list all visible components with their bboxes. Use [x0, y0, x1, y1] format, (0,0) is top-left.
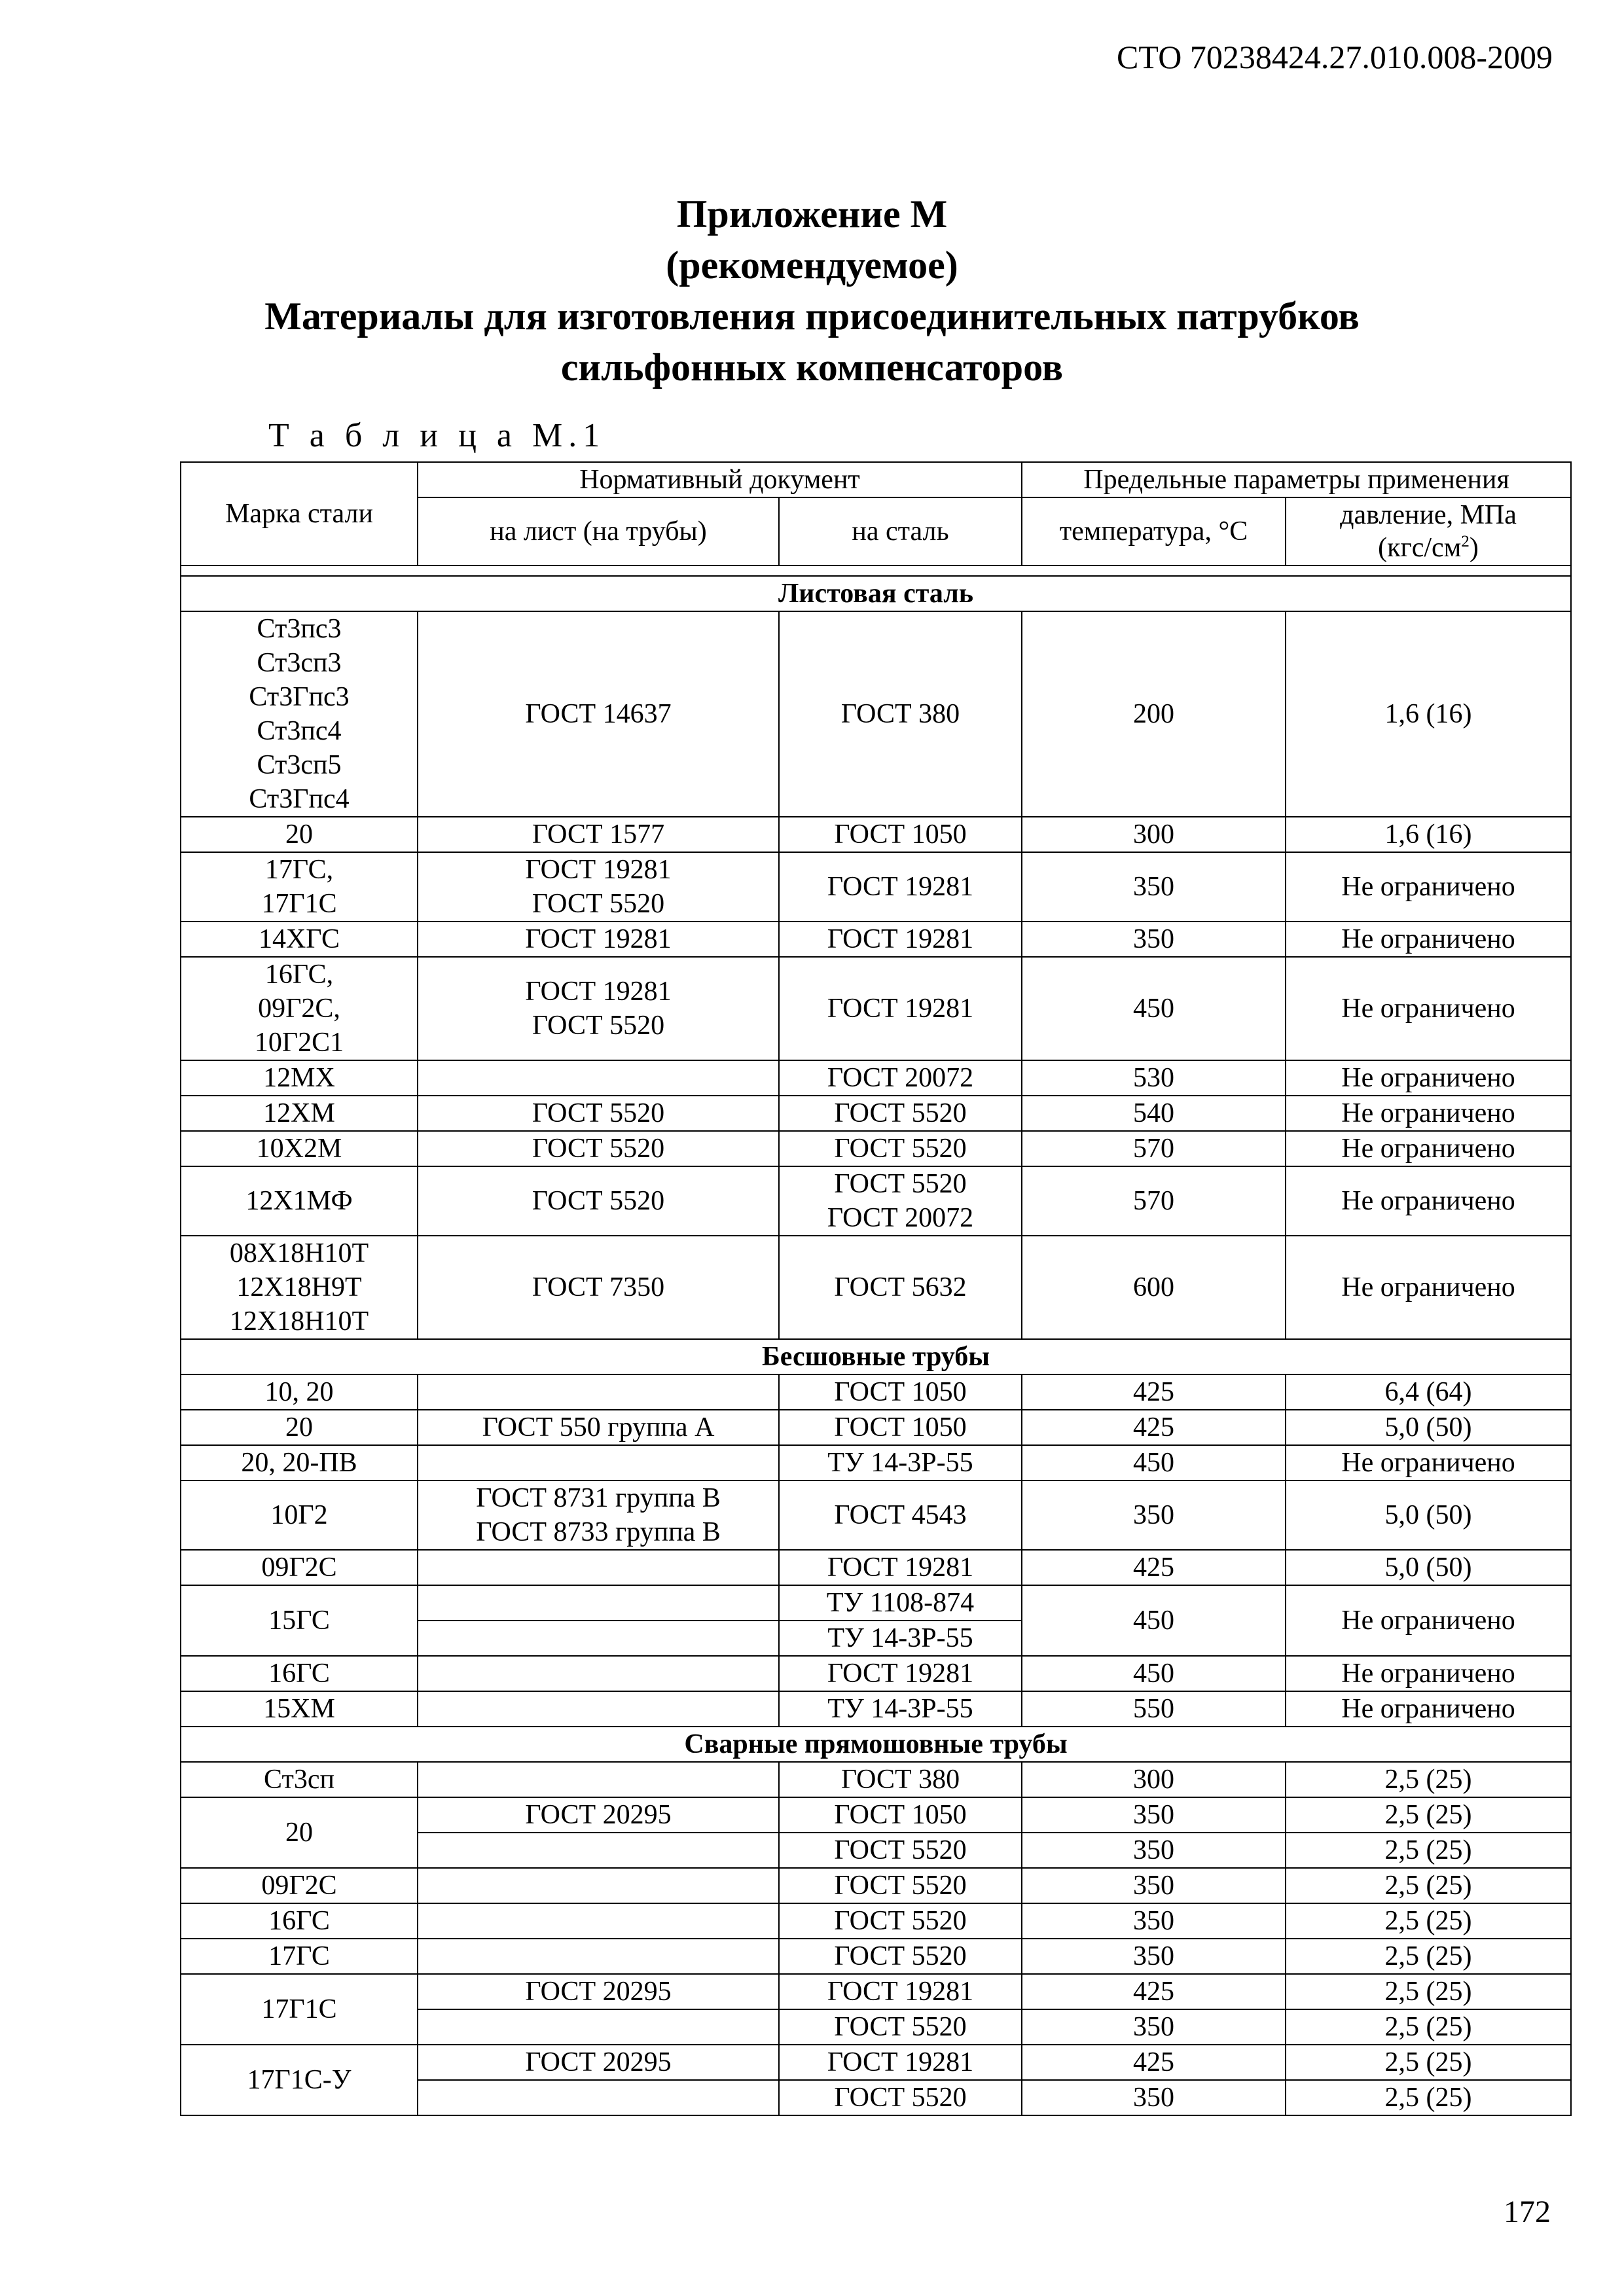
grade-cell: 12МХ	[181, 1060, 418, 1096]
pressure-cell: 2,5 (25)	[1286, 1762, 1571, 1797]
grade-cell: 17ГС, 17Г1С	[181, 852, 418, 922]
table-label: Т а б л и ц а М.1	[268, 417, 606, 454]
steel-doc-cell: ГОСТ 5520	[779, 1833, 1022, 1868]
pressure-cell: Не ограничено	[1286, 1656, 1571, 1691]
temperature-cell: 570	[1022, 1166, 1286, 1236]
sheet-doc-cell	[418, 1445, 779, 1480]
sheet-doc-cell: ГОСТ 14637	[418, 611, 779, 817]
temperature-cell: 570	[1022, 1131, 1286, 1166]
sheet-doc-cell	[418, 1903, 779, 1939]
grade-cell: 09Г2С	[181, 1550, 418, 1585]
grade-cell: 08Х18Н10Т 12Х18Н9Т 12Х18Н10Т	[181, 1236, 418, 1339]
steel-doc-cell: ГОСТ 19281	[779, 852, 1022, 922]
table-row	[181, 1868, 1571, 1903]
grade-cell: 15ХМ	[181, 1691, 418, 1727]
table-row	[181, 922, 1571, 957]
grade-cell: 10, 20	[181, 1374, 418, 1410]
steel-doc-cell: ГОСТ 19281	[779, 957, 1022, 1060]
pressure-cell: 6,4 (64)	[1286, 1374, 1571, 1410]
header-steel: на сталь	[779, 497, 1022, 565]
grade-cell: 17ГС	[181, 1939, 418, 1974]
grade-cell: 09Г2С	[181, 1868, 418, 1903]
header-sheet: на лист (на трубы)	[418, 497, 779, 565]
sheet-doc-cell	[418, 1762, 779, 1797]
pressure-cell: 2,5 (25)	[1286, 2080, 1571, 2115]
steel-doc-cell: ГОСТ 1050	[779, 1410, 1022, 1445]
grade-cell: 17Г1С-У	[181, 2045, 418, 2115]
section-row	[181, 1339, 1571, 1374]
steel-doc-cell: ТУ 1108-874	[779, 1585, 1022, 1621]
temperature-cell: 350	[1022, 1833, 1286, 1868]
pressure-cell: Не ограничено	[1286, 1131, 1571, 1166]
temperature-cell: 350	[1022, 922, 1286, 957]
sheet-doc-cell: ГОСТ 19281 ГОСТ 5520	[418, 957, 779, 1060]
temperature-cell: 540	[1022, 1096, 1286, 1131]
steel-doc-cell: ГОСТ 1050	[779, 817, 1022, 852]
pressure-cell: Не ограничено	[1286, 1166, 1571, 1236]
steel-doc-cell: ГОСТ 19281	[779, 922, 1022, 957]
temperature-cell: 350	[1022, 2080, 1286, 2115]
steel-doc-cell: ГОСТ 5632	[779, 1236, 1022, 1339]
table-row	[181, 852, 1571, 922]
pressure-cell: 2,5 (25)	[1286, 1797, 1571, 1833]
sheet-doc-cell	[418, 2080, 779, 2115]
pressure-cell: 5,0 (50)	[1286, 1550, 1571, 1585]
grade-cell: 16ГС	[181, 1903, 418, 1939]
table-row	[181, 1410, 1571, 1445]
sheet-doc-cell	[418, 2009, 779, 2045]
page-number: 172	[1504, 2195, 1551, 2229]
pressure-cell: 2,5 (25)	[1286, 1868, 1571, 1903]
sheet-doc-cell: ГОСТ 5520	[418, 1096, 779, 1131]
table-row	[181, 1903, 1571, 1939]
appendix-subject-line2: сильфонных компенсаторов	[560, 346, 1064, 389]
header-pressure	[1286, 497, 1571, 565]
sheet-doc-cell	[418, 1550, 779, 1585]
header-pressure-line1: давление, МПа	[1340, 500, 1517, 530]
table-row	[181, 1480, 1571, 1550]
grade-cell: 10Х2М	[181, 1131, 418, 1166]
temperature-cell: 600	[1022, 1236, 1286, 1339]
sheet-doc-cell	[418, 1374, 779, 1410]
temperature-cell: 450	[1022, 1585, 1286, 1656]
sheet-doc-cell	[418, 1621, 779, 1656]
grade-cell: 12ХМ	[181, 1096, 418, 1131]
steel-doc-cell: ГОСТ 19281	[779, 2045, 1022, 2080]
sheet-doc-cell: ГОСТ 20295	[418, 2045, 779, 2080]
sheet-doc-cell	[418, 1656, 779, 1691]
temperature-cell: 350	[1022, 1903, 1286, 1939]
sheet-doc-cell: ГОСТ 5520	[418, 1166, 779, 1236]
table-row	[181, 1939, 1571, 1974]
temperature-cell: 350	[1022, 2009, 1286, 2045]
table-row	[181, 1374, 1571, 1410]
table-row	[181, 1691, 1571, 1727]
sheet-doc-cell	[418, 1868, 779, 1903]
table-row	[181, 817, 1571, 852]
grade-cell: 20	[181, 1410, 418, 1445]
steel-doc-cell: ГОСТ 1050	[779, 1797, 1022, 1833]
sheet-doc-cell: ГОСТ 5520	[418, 1131, 779, 1166]
table-row	[181, 1166, 1571, 1236]
section-sheet-steel: Листовая сталь	[181, 576, 1571, 611]
grade-cell: 12Х1МФ	[181, 1166, 418, 1236]
pressure-cell: 2,5 (25)	[1286, 1939, 1571, 1974]
temperature-cell: 300	[1022, 817, 1286, 852]
table-row	[181, 2045, 1571, 2080]
pressure-cell: 1,6 (16)	[1286, 817, 1571, 852]
steel-doc-cell: ГОСТ 20072	[779, 1060, 1022, 1096]
pressure-cell: Не ограничено	[1286, 1691, 1571, 1727]
steel-doc-cell: ГОСТ 1050	[779, 1374, 1022, 1410]
table-row	[181, 1060, 1571, 1096]
section-welded-pipes: Сварные прямошовные трубы	[181, 1727, 1571, 1762]
steel-doc-cell: ГОСТ 4543	[779, 1480, 1022, 1550]
temperature-cell: 350	[1022, 1480, 1286, 1550]
grade-cell: 16ГС, 09Г2С, 10Г2С1	[181, 957, 418, 1060]
temperature-cell: 350	[1022, 1797, 1286, 1833]
table-row	[181, 1550, 1571, 1585]
steel-doc-cell: ТУ 14-3Р-55	[779, 1621, 1022, 1656]
sheet-doc-cell: ГОСТ 19281 ГОСТ 5520	[418, 852, 779, 922]
steel-doc-cell: ГОСТ 5520	[779, 1131, 1022, 1166]
temperature-cell: 425	[1022, 1974, 1286, 2009]
temperature-cell: 425	[1022, 2045, 1286, 2080]
pressure-cell: 2,5 (25)	[1286, 2045, 1571, 2080]
grade-cell: 10Г2	[181, 1480, 418, 1550]
sheet-doc-cell	[418, 1585, 779, 1621]
sheet-doc-cell: ГОСТ 1577	[418, 817, 779, 852]
pressure-cell: Не ограничено	[1286, 1236, 1571, 1339]
document-code: СТО 70238424.27.010.008-2009	[1117, 39, 1553, 75]
header-grade: Марка стали	[181, 462, 418, 565]
steel-doc-cell: ГОСТ 19281	[779, 1974, 1022, 2009]
header-limits: Предельные параметры применения	[1022, 462, 1571, 497]
steel-doc-cell: ГОСТ 19281	[779, 1656, 1022, 1691]
grade-cell: Ст3пс3 Ст3сп3 Ст3Гпс3 Ст3пс4 Ст3сп5 Ст3Гпс4	[181, 611, 418, 817]
steel-doc-cell: ГОСТ 5520 ГОСТ 20072	[779, 1166, 1022, 1236]
sheet-doc-cell: ГОСТ 8731 группа В ГОСТ 8733 группа В	[418, 1480, 779, 1550]
appendix-title: Приложение М	[676, 192, 948, 236]
section-row	[181, 576, 1571, 611]
steel-doc-cell: ГОСТ 5520	[779, 1903, 1022, 1939]
temperature-cell: 550	[1022, 1691, 1286, 1727]
header-separator	[181, 565, 1571, 576]
sheet-doc-cell: ГОСТ 7350	[418, 1236, 779, 1339]
sheet-doc-cell: ГОСТ 19281	[418, 922, 779, 957]
sheet-doc-cell: ГОСТ 550 группа А	[418, 1410, 779, 1445]
table-row	[181, 1445, 1571, 1480]
table-row	[181, 1585, 1571, 1621]
header-pressure-line2: $(кгс/см^2)$	[1378, 533, 1479, 563]
grade-cell: 15ГС	[181, 1585, 418, 1656]
sheet-doc-cell	[418, 1060, 779, 1096]
pressure-cell: Не ограничено	[1286, 1585, 1571, 1656]
table-row	[181, 1797, 1571, 1833]
temperature-cell: 425	[1022, 1410, 1286, 1445]
steel-doc-cell: ГОСТ 19281	[779, 1550, 1022, 1585]
sheet-doc-cell: ГОСТ 20295	[418, 1797, 779, 1833]
steel-doc-cell: ТУ 14-3Р-55	[779, 1691, 1022, 1727]
table-row	[181, 1096, 1571, 1131]
grade-cell: 14ХГС	[181, 922, 418, 957]
pressure-cell: Не ограничено	[1286, 852, 1571, 922]
pressure-cell: 1,6 (16)	[1286, 611, 1571, 817]
table-row	[181, 611, 1571, 817]
temperature-cell: 450	[1022, 1656, 1286, 1691]
section-seamless-pipes: Бесшовные трубы	[181, 1339, 1571, 1374]
grade-cell: 20	[181, 1797, 418, 1868]
header-normative-doc: Нормативный документ	[418, 462, 1022, 497]
temperature-cell: 425	[1022, 1550, 1286, 1585]
steel-doc-cell: ГОСТ 5520	[779, 1868, 1022, 1903]
pressure-cell: Не ограничено	[1286, 922, 1571, 957]
steel-doc-cell: ГОСТ 5520	[779, 1096, 1022, 1131]
temperature-cell: 530	[1022, 1060, 1286, 1096]
grade-cell: Ст3сп	[181, 1762, 418, 1797]
temperature-cell: 300	[1022, 1762, 1286, 1797]
pressure-cell: 2,5 (25)	[1286, 1833, 1571, 1868]
temperature-cell: 350	[1022, 1868, 1286, 1903]
grade-cell: 17Г1С	[181, 1974, 418, 2045]
steel-doc-cell: ГОСТ 380	[779, 611, 1022, 817]
pressure-cell: Не ограничено	[1286, 1096, 1571, 1131]
pressure-cell: Не ограничено	[1286, 1060, 1571, 1096]
sheet-doc-cell	[418, 1691, 779, 1727]
steel-doc-cell: ГОСТ 5520	[779, 1939, 1022, 1974]
temperature-cell: 350	[1022, 852, 1286, 922]
sheet-doc-cell	[418, 1939, 779, 1974]
temperature-cell: 425	[1022, 1374, 1286, 1410]
pressure-cell: 2,5 (25)	[1286, 2009, 1571, 2045]
pressure-cell: 2,5 (25)	[1286, 1903, 1571, 1939]
table-row	[181, 1974, 1571, 2009]
pressure-cell: Не ограничено	[1286, 957, 1571, 1060]
grade-cell: 20	[181, 817, 418, 852]
steel-doc-cell: ТУ 14-3Р-55	[779, 1445, 1022, 1480]
steel-doc-cell: ГОСТ 380	[779, 1762, 1022, 1797]
table-header-row	[181, 462, 1571, 497]
steel-doc-cell: ГОСТ 5520	[779, 2009, 1022, 2045]
temperature-cell: 200	[1022, 611, 1286, 817]
temperature-cell: 350	[1022, 1939, 1286, 1974]
pressure-cell: 5,0 (50)	[1286, 1410, 1571, 1445]
table-row	[181, 1131, 1571, 1166]
temperature-cell: 450	[1022, 957, 1286, 1060]
sheet-doc-cell	[418, 1833, 779, 1868]
appendix-status: (рекомендуемое)	[666, 243, 958, 287]
appendix-subject-line1: Материалы для изготовления присоединительных патрубков	[264, 295, 1360, 338]
sheet-doc-cell: ГОСТ 20295	[418, 1974, 779, 2009]
table-row	[181, 957, 1571, 1060]
pressure-cell: 2,5 (25)	[1286, 1974, 1571, 2009]
table-row	[181, 1236, 1571, 1339]
temperature-cell: 450	[1022, 1445, 1286, 1480]
materials-table	[180, 461, 1572, 2116]
header-temperature: температура, °С	[1022, 497, 1286, 565]
table-row	[181, 1762, 1571, 1797]
pressure-cell: Не ограничено	[1286, 1445, 1571, 1480]
pressure-cell: 5,0 (50)	[1286, 1480, 1571, 1550]
table-row	[181, 1656, 1571, 1691]
grade-cell: 16ГС	[181, 1656, 418, 1691]
section-row	[181, 1727, 1571, 1762]
steel-doc-cell: ГОСТ 5520	[779, 2080, 1022, 2115]
grade-cell: 20, 20-ПВ	[181, 1445, 418, 1480]
